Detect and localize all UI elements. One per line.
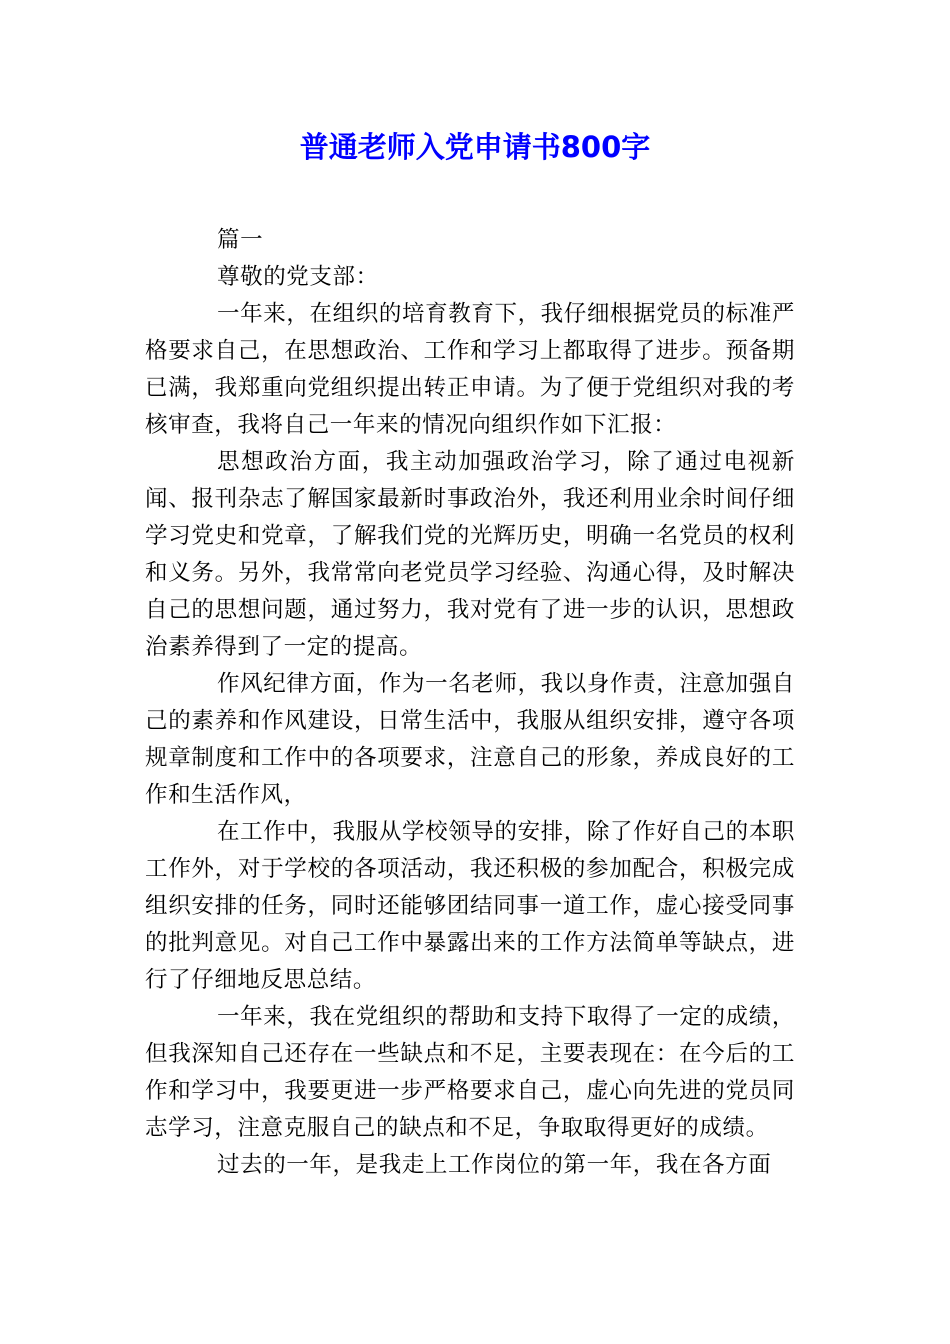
body-paragraph: 思想政治方面，我主动加强政治学习，除了通过电视新闻、报刊杂志了解国家最新时事政治外，我还利用业余时间仔细学习党史和党章，了解我们党的光辉历史，明确一名党员的权利和义务。另外，我常常向老党员学习经验、沟通心得，及时解决自己的思想问题，通过努力，我对党有了进一步的认识，思想政治素养得到了一定的提高。 xyxy=(145,449,795,660)
section-heading: 篇一 xyxy=(217,227,264,253)
body-paragraph: 一年来，在组织的培育教育下，我仔细根据党员的标准严格要求自己，在思想政治、工作和学习上都取得了进步。预备期已满，我郑重向党组织提出转正申请。为了便于党组织对我的考核审查，我将自己一年来的情况向组织作如下汇报： xyxy=(145,301,795,438)
body-paragraph: 过去的一年，是我走上工作岗位的第一年，我在各方面 xyxy=(217,1152,772,1178)
document-title: 普通老师入党申请书800字 xyxy=(299,130,651,164)
document-body xyxy=(145,222,795,1184)
salutation: 尊敬的党支部： xyxy=(217,264,379,290)
body-paragraph: 作风纪律方面，作为一名老师，我以身作责，注意加强自己的素养和作风建设，日常生活中，我服从组织安排，遵守各项规章制度和工作中的各项要求，注意自己的形象，养成良好的工作和生活作风， xyxy=(145,671,795,808)
body-paragraph: 一年来，我在党组织的帮助和支持下取得了一定的成绩，但我深知自己还存在一些缺点和不足，主要表现在：在今后的工作和学习中，我要更进一步严格要求自己，虚心向先进的党员同志学习，注意克服自己的缺点和不足，争取取得更好的成绩。 xyxy=(145,1004,795,1141)
body-paragraph: 在工作中，我服从学校领导的安排，除了作好自己的本职工作外，对于学校的各项活动，我还积极的参加配合，积极完成组织安排的任务，同时还能够团结同事一道工作，虚心接受同事的批判意见。对自己工作中暴露出来的工作方法简单等缺点，进行了仔细地反思总结。 xyxy=(145,819,795,993)
